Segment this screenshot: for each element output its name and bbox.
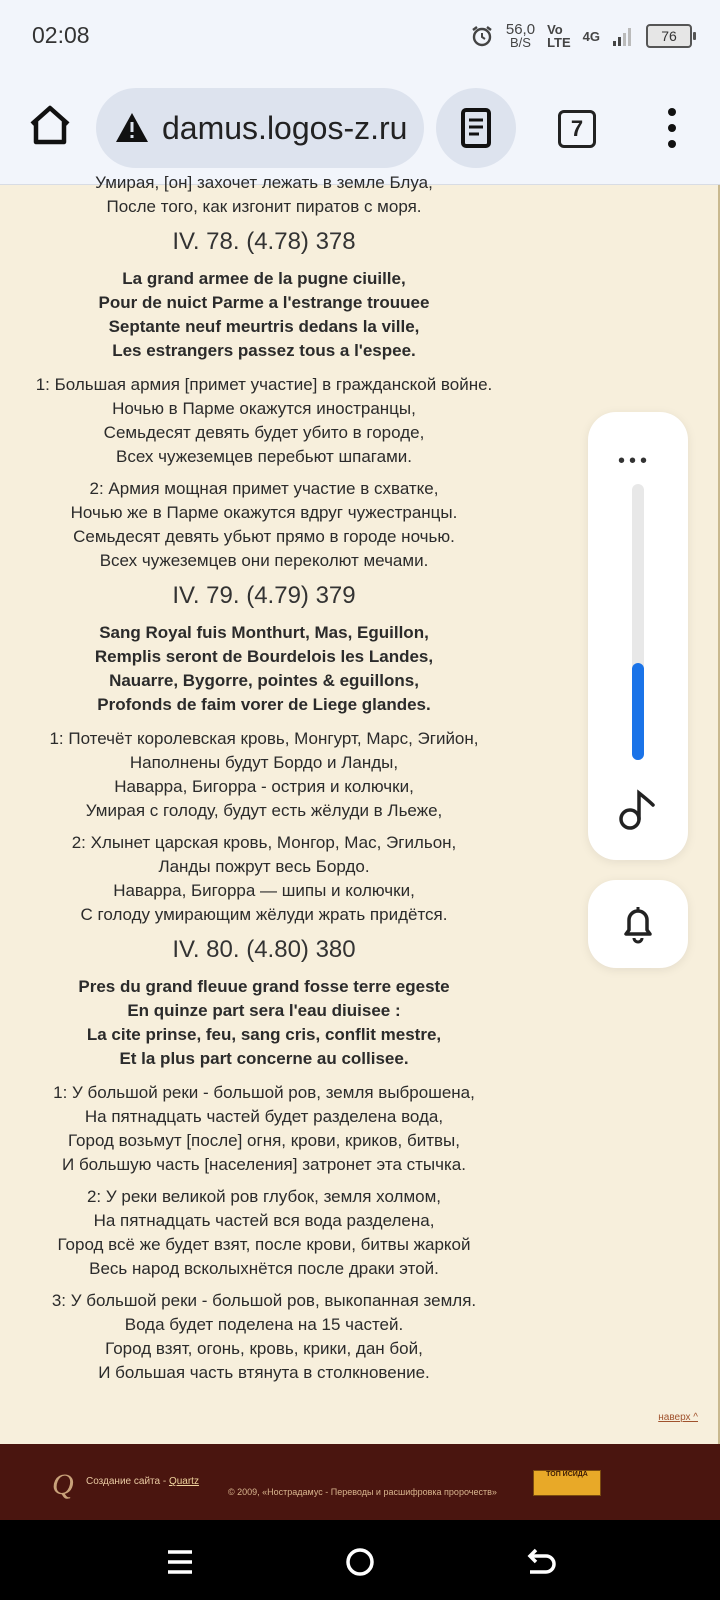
verse-heading: IV. 79. (4.79) 379 [172, 582, 356, 609]
verse-heading: IV. 80. (4.80) 380 [172, 936, 356, 963]
status-icons [470, 18, 692, 54]
verse-original: La grand armee de la pugne ciuille, Pour de nuict Parme a l'estrange trouuee Septante neuf meurtris dedans la ville, Les estrangers passez tous a l'espee. [98, 269, 430, 360]
verse-translation: 2: Хлынет царская кровь, Монгор, Мас, Эгильон, Ланды пожрут весь Бордо. Наварра, Бигорра — шипы и колючки, С голоду умирающим жёлуди жрать придётся. [71, 833, 457, 924]
browser-toolbar [0, 72, 720, 185]
battery-icon: 76 [646, 24, 692, 48]
tab-switcher-button[interactable]: 7 [558, 110, 596, 148]
volume-more-icon[interactable]: ••• [618, 450, 652, 472]
verse-translation: 1: Большая армия [примет участие] в гражданской войне. Ночью в Парме окажутся иностранцы, Семьдесят девять будет убито в городе, Всех чужеземцев перебьют шпагами. [35, 375, 493, 466]
warning-icon[interactable] [114, 110, 150, 146]
volume-slider[interactable] [632, 484, 644, 760]
more-options-icon[interactable] [660, 106, 684, 150]
partial-translation: Умирая, [он] захочет лежать в земле Блуа, После того, как изгонит пиратов с моря. [95, 173, 433, 216]
volume-level [632, 663, 644, 760]
rating-badge[interactable]: ТОП ИСИДА [533, 1470, 601, 1496]
status-time: 02:08 [32, 22, 90, 48]
reader-mode-icon [436, 88, 516, 168]
quartz-logo: Q [52, 1468, 74, 1501]
verse-translation: 2: У реки великой ров глубок, земля холмом, На пятнадцать частей вся вода разделена, Город всё же будет взят, после крови, битвы жаркой Весь народ всколыхнётся после драки этой. [57, 1187, 471, 1278]
copyright-text: © 2009, «Нострадамус - Переводы и расшифровка пророчеств» [228, 1487, 497, 1497]
net-speed: 56,0 B/S [505, 21, 536, 50]
status-bar [0, 0, 720, 72]
verse-translation: 3: У большой реки - большой ров, выкопанная земля. Вода будет поделена на 15 частей. Город взят, огонь, кровь, крики, дан бой, И большая часть втянута в столкновение. [51, 1291, 477, 1382]
home-nav-icon[interactable] [342, 1544, 378, 1580]
home-icon[interactable] [26, 102, 74, 150]
site-footer [0, 1444, 720, 1520]
back-icon[interactable] [522, 1544, 558, 1580]
volume-panel [588, 412, 688, 860]
alarm-icon [470, 24, 494, 48]
verse-original: Pres du grand fleuue grand fosse terre egeste En quinze part sera l'eau diuisee : La cite prinse, feu, sang cris, conflit mestre, Et la plus part concerne au collisee. [78, 977, 450, 1068]
verse-translation: 1: У большой реки - большой ров, земля выброшена, На пятнадцать частей будет разделена вода, Город возьмут [после] огня, крови, криков, битвы, И большую часть [населения] затронет эта стычка. [53, 1083, 475, 1174]
signal-icon [612, 25, 634, 47]
verse-translation: 1: Потечёт королевская кровь, Монгурт, Марс, Эгийон, Наполнены будут Бордо и Ланды, Наварра, Бигорра - острия и колючки, Умирая с голоду, будут есть жёлуди в Льеже, [49, 729, 479, 820]
bell-icon[interactable] [618, 902, 658, 946]
verse-original: Sang Royal fuis Monthurt, Mas, Eguillon, Remplis seront de Bourdelois les Landes, Nauarre, Bygorre, pointes & eguillons, Profonds de faim vorer de Liege glandes. [94, 623, 434, 714]
network-type: 4G [582, 28, 600, 44]
back-to-top-link[interactable]: наверх ^ [658, 1412, 698, 1423]
site-credit: Создание сайта - Quartz [86, 1476, 199, 1487]
recent-apps-icon[interactable] [162, 1544, 198, 1580]
url-text[interactable]: damus.logos-z.ru [162, 110, 408, 146]
volte-indicator: Vo LTE [547, 22, 571, 50]
music-note-icon[interactable] [618, 787, 658, 831]
system-nav-bar [0, 1520, 720, 1600]
verses-column [0, 171, 528, 1393]
verse-translation: 2: Армия мощная примет участие в схватке, Ночью же в Парме окажутся вдруг чужестранцы. Семьдесят девять убьют прямо в городе ночью. Всех чужеземцев они переколют мечами. [70, 479, 458, 570]
address-bar[interactable] [96, 88, 424, 168]
quartz-link[interactable]: Quartz [168, 1476, 199, 1487]
ringer-panel [588, 880, 688, 968]
reader-mode-button[interactable] [436, 88, 516, 168]
verse-heading: IV. 78. (4.78) 378 [172, 228, 356, 255]
